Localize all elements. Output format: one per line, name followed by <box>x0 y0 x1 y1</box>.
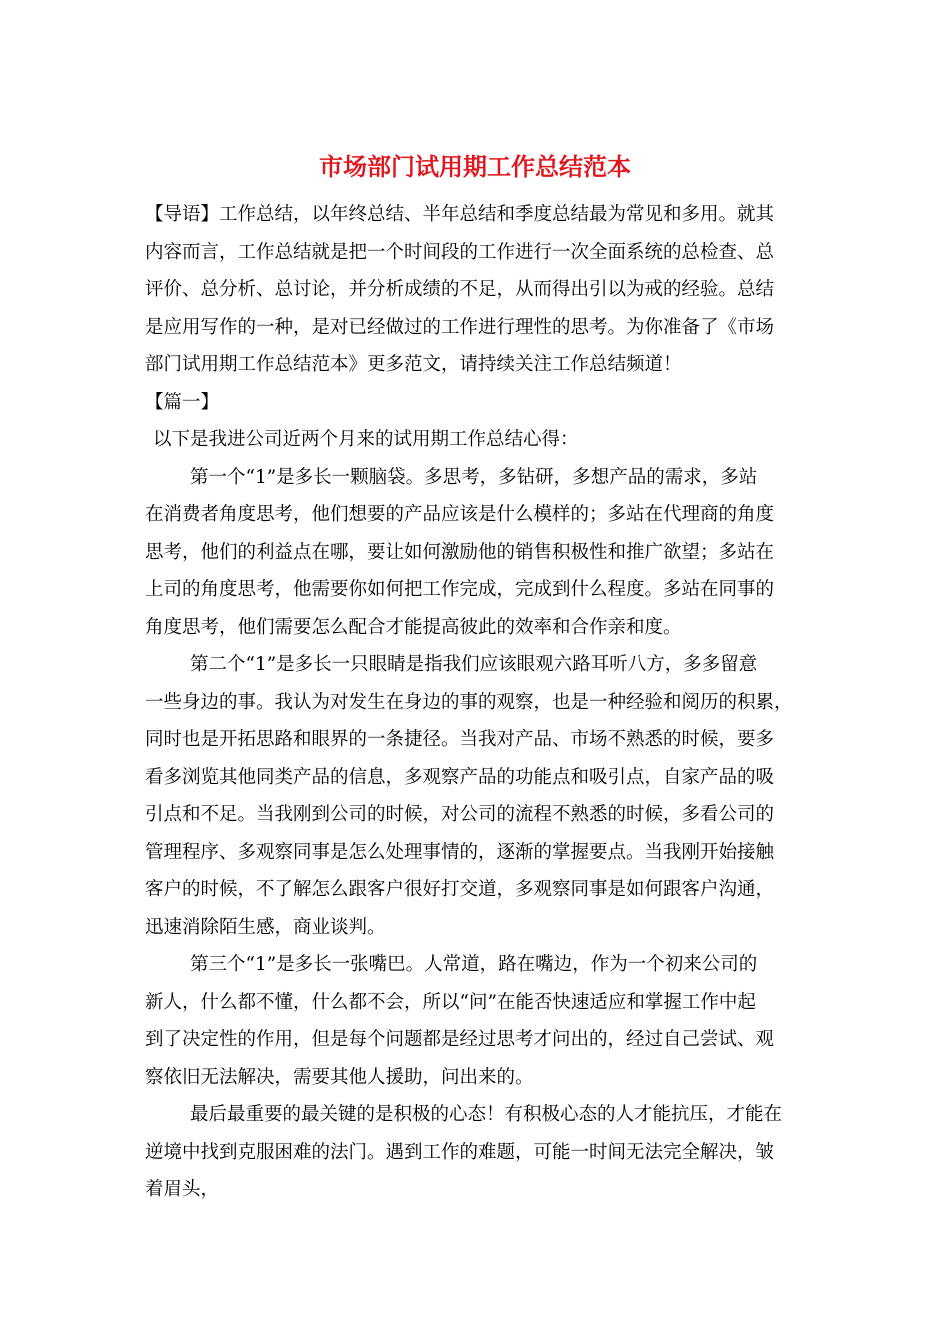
text-line: 部门试用期工作总结范本》更多范文，请持续关注工作总结频道！ <box>145 354 682 375</box>
text-line: 内容而言，工作总结就是把一个时间段的工作进行一次全面系统的总检查、总 <box>145 241 775 263</box>
closing-paragraph <box>145 1096 810 1209</box>
text-line: 在消费者角度思考，他们想要的产品应该是什么模样的；多站在代理商的角度 <box>145 504 775 525</box>
text-line: 逆境中找到克服困难的法门。遇到工作的难题，可能一时间无法完全解决，皱 <box>145 1141 775 1163</box>
point-3-paragraph <box>145 946 810 1096</box>
text-line: 一些身边的事。我认为对发生在身边的事的观察，也是一种经验和阅历的积累， <box>145 691 793 713</box>
text-line: 迅速消除陌生感，商业谈判。 <box>145 916 386 938</box>
intro-paragraph <box>145 196 810 384</box>
text-line: 角度思考，他们需要怎么配合才能提高彼此的效率和合作亲和度。 <box>145 616 682 638</box>
text-line: 察依旧无法解决，需要其他人援助，问出来的。 <box>145 1066 534 1088</box>
text-line: 是应用写作的一种，是对已经做过的工作进行理性的思考。为你准备了《市场 <box>145 316 775 338</box>
text-line: 以下是我进公司近两个月来的试用期工作总结心得： <box>153 429 579 450</box>
text-line: 【导语】工作总结，以年终总结、半年总结和季度总结最为常见和多用。就其 <box>145 204 775 225</box>
text-line: 第二个“1”是多长一只眼睛是指我们应该眼观六路耳听八方，多多留意 <box>190 654 758 675</box>
text-line: 客户的时候，不了解怎么跟客户很好打交道，多观察同事是如何跟客户沟通， <box>145 879 775 900</box>
point-1-paragraph <box>145 459 810 647</box>
text-line: 上司的角度思考，他需要你如何把工作完成，完成到什么程度。多站在同事的 <box>145 579 775 600</box>
section-heading <box>145 384 810 422</box>
opening-paragraph <box>145 421 810 459</box>
text-line: 思考，他们的利益点在哪，要让如何激励他的销售积极性和推广欲望；多站在 <box>145 541 775 563</box>
text-line: 同时也是开拓思路和眼界的一条捷径。当我对产品、市场不熟悉的时候，要多 <box>145 729 775 750</box>
text-line: 引点和不足。当我刚到公司的时候，对公司的流程不熟悉的时候，多看公司的 <box>145 804 775 825</box>
text-line: 管理程序、多观察同事是怎么处理事情的，逐渐的掌握要点。当我刚开始接触 <box>145 841 775 863</box>
text-line: 着眉头， <box>145 1179 220 1200</box>
text-line: 最后最重要的最关键的是积极的心态！有积极心态的人才能抗压，才能在 <box>190 1104 783 1125</box>
text-line: 到了决定性的作用，但是每个问题都是经过思考才问出的，经过自己尝试、观 <box>145 1029 775 1050</box>
text-line: 第一个“1”是多长一颗脑袋。多思考，多钻研，多想产品的需求，多站 <box>190 466 758 488</box>
document-body <box>145 196 810 1209</box>
text-line: 第三个“1”是多长一张嘴巴。人常道，路在嘴边，作为一个初来公司的 <box>190 954 758 975</box>
document-title: 市场部门试用期工作总结范本 <box>319 152 631 181</box>
text-line: 新人，什么都不懂，什么都不会，所以“问”在能否快速适应和掌握工作中起 <box>145 991 756 1013</box>
point-2-paragraph <box>145 646 810 946</box>
text-line: 【篇一】 <box>145 391 220 413</box>
text-line: 评价、总分析、总讨论，并分析成绩的不足，从而得出引以为戒的经验。总结 <box>145 279 775 300</box>
text-line: 看多浏览其他同类产品的信息，多观察产品的功能点和吸引点，自家产品的吸 <box>145 766 775 788</box>
